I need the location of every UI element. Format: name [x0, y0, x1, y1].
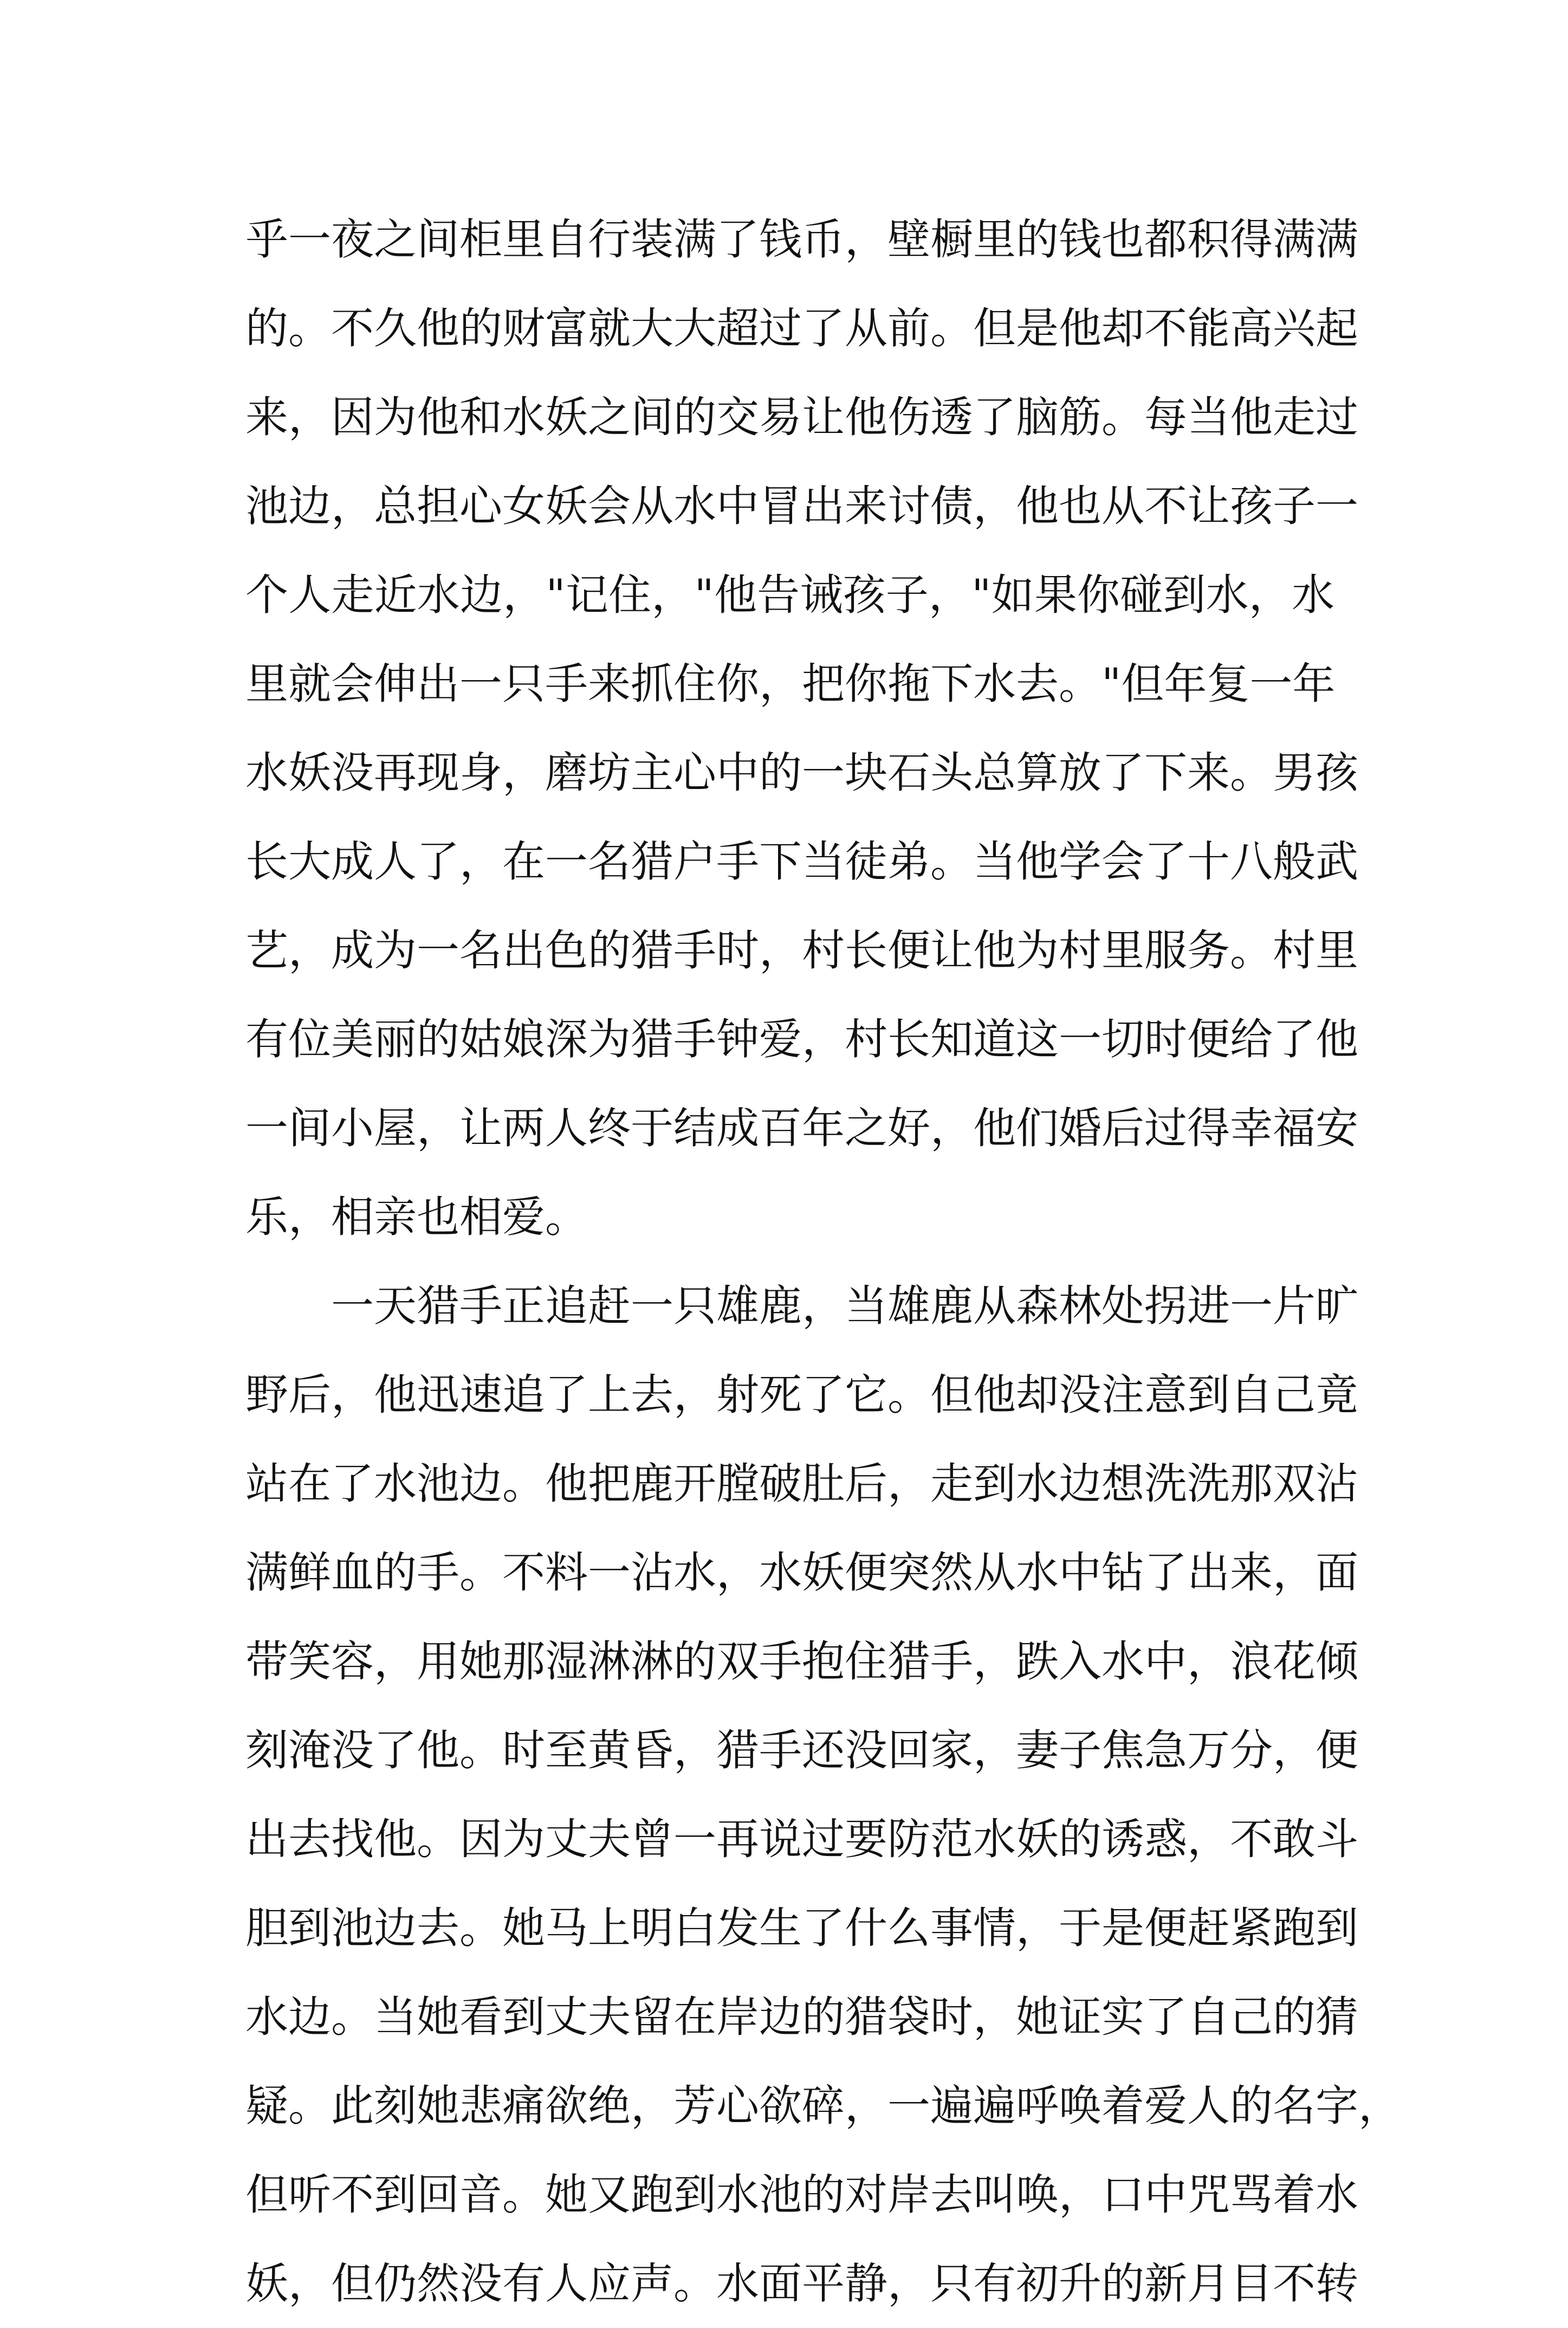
text-line: 野后，他迅速追了上去，射死了它。但他却没注意到自己竟: [245, 1370, 1358, 1420]
text-line: 疑。此刻她悲痛欲绝，芳心欲碎，一遍遍呼唤着爱人的名字，: [245, 2081, 1401, 2131]
text-line: 艺，成为一名出色的猎手时，村长便让他为村里服务。村里: [245, 926, 1358, 975]
text-line: 的。不久他的财富就大大超过了从前。但是他却不能高兴起: [245, 303, 1358, 353]
text-line: 刻淹没了他。时至黄昏，猎手还没回家，妻子焦急万分，便: [245, 1725, 1358, 1775]
text-line: 水边。当她看到丈夫留在岸边的猎袋时，她证实了自己的猜: [245, 1992, 1358, 2042]
text-line: 站在了水池边。他把鹿开膛破肚后，走到水边想洗洗那双沾: [245, 1459, 1358, 1509]
text-line: 长大成人了，在一名猎户手下当徒弟。当他学会了十八般武: [245, 837, 1358, 887]
text-line: 胆到池边去。她马上明白发生了什么事情，于是便赶紧跑到: [245, 1903, 1358, 1953]
text-line: 妖，但仍然没有人应声。水面平静，只有初升的新月目不转: [245, 2259, 1358, 2308]
text-line: 个人走近水边，"记住，"他告诫孩子，"如果你碰到水，水: [245, 570, 1334, 620]
text-line: 乎一夜之间柜里自行装满了钱币，壁橱里的钱也都积得满满: [245, 215, 1358, 264]
body-text: [245, 195, 1401, 2328]
text-line: 满鲜血的手。不料一沾水，水妖便突然从水中钻了出来，面: [245, 1548, 1358, 1598]
text-line: 带笑容，用她那湿淋淋的双手抱住猎手，跌入水中，浪花倾: [245, 1637, 1358, 1686]
text-line: 但听不到回音。她又跑到水池的对岸去叫唤，口中咒骂着水: [245, 2170, 1358, 2220]
text-line: 来，因为他和水妖之间的交易让他伤透了脑筋。每当他走过: [245, 392, 1358, 442]
text-line: 池边，总担心女妖会从水中冒出来讨债，他也从不让孩子一: [245, 481, 1358, 531]
text-line: 有位美丽的姑娘深为猎手钟爱，村长知道这一切时便给了他: [245, 1014, 1358, 1064]
paragraph-last-line: 乐，相亲也相爱。: [245, 1192, 588, 1242]
text-line: 里就会伸出一只手来抓住你，把你拖下水去。"但年复一年: [245, 659, 1336, 709]
text-line: 水妖没再现身，磨坊主心中的一块石头总算放了下来。男孩: [245, 748, 1358, 798]
text-line: 一间小屋，让两人终于结成百年之好，他们婚后过得幸福安: [245, 1103, 1358, 1153]
paragraph-first-line: 一天猎手正追赶一只雄鹿，当雄鹿从森林处拐进一片旷: [331, 1281, 1358, 1331]
text-line: 出去找他。因为丈夫曾一再说过要防范水妖的诱惑，不敢斗: [245, 1814, 1358, 1864]
